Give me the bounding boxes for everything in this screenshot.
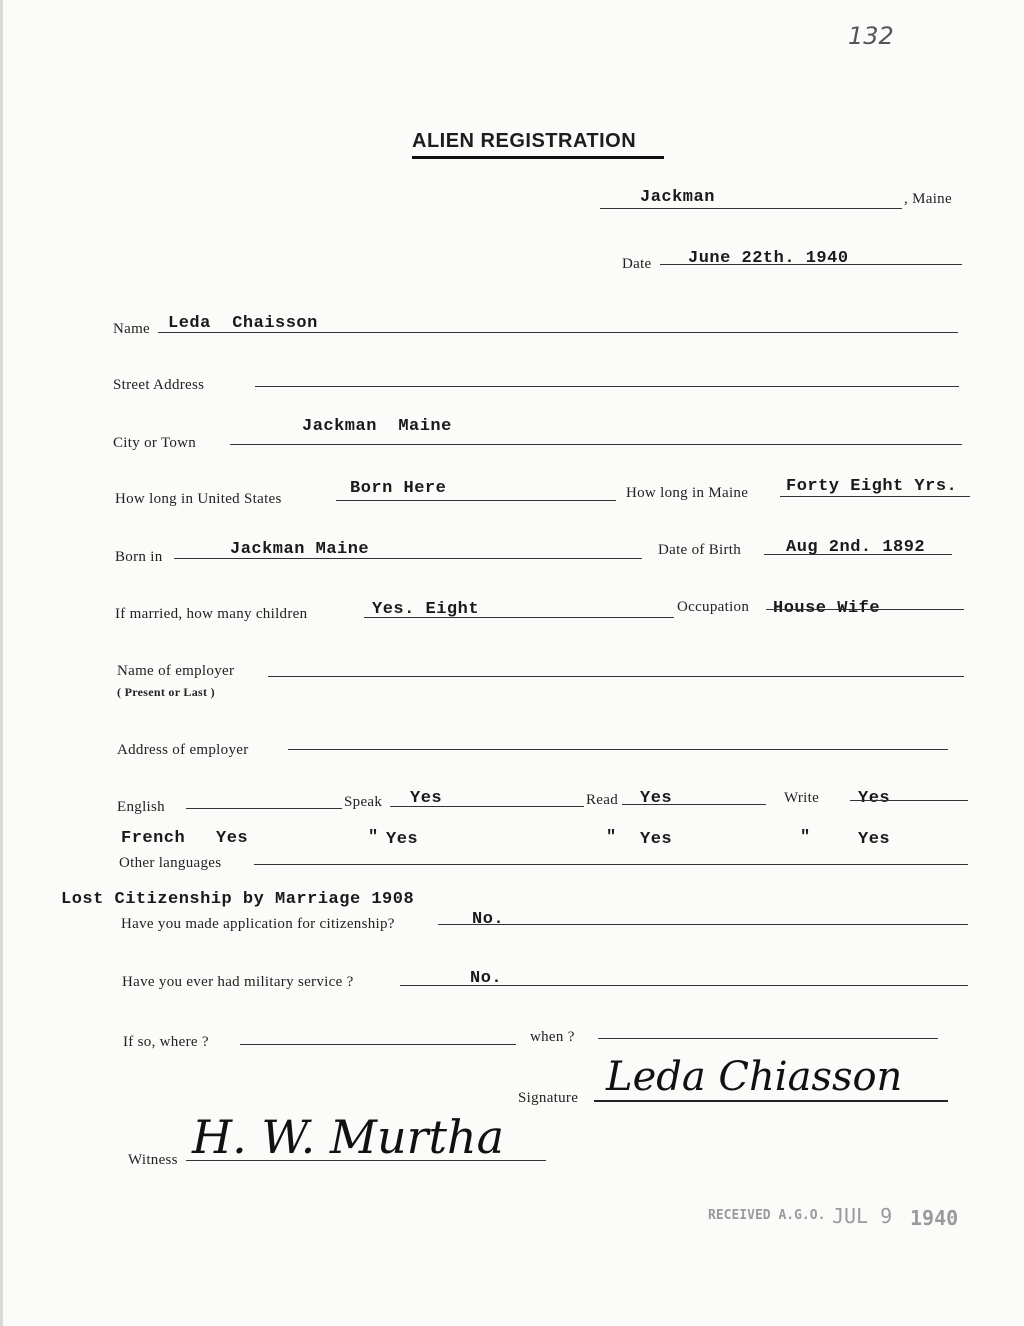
born-in-value: Jackman Maine xyxy=(230,540,370,559)
children-line xyxy=(364,617,674,618)
signature-line xyxy=(594,1100,948,1102)
received-stamp-text: RECEIVED A.G.O. xyxy=(708,1208,826,1223)
english-read-value: Yes xyxy=(640,789,673,808)
town-value: Jackman xyxy=(640,188,715,207)
witness-handwriting: H. W. Murtha xyxy=(192,1110,505,1164)
maine-duration-line xyxy=(780,496,970,497)
signature-handwriting: Leda Chiasson xyxy=(606,1054,903,1100)
citizenship-application-label: Have you made application for citizenship? xyxy=(121,916,395,932)
if-so-where-label: If so, where ? xyxy=(123,1034,209,1050)
english-write-value: Yes xyxy=(858,789,891,808)
maine-duration-label: How long in Maine xyxy=(626,485,749,501)
maine-duration-value: Forty Eight Yrs. xyxy=(786,477,958,496)
born-in-line xyxy=(174,558,642,559)
read-label: Read xyxy=(586,792,619,808)
english-line xyxy=(186,808,342,809)
city-label: City or Town xyxy=(113,435,197,451)
town-line xyxy=(600,208,902,209)
military-service-value: No. xyxy=(470,969,503,988)
employer-label: Name of employer xyxy=(117,663,235,679)
state-label: , Maine xyxy=(904,191,952,207)
other-languages-line xyxy=(254,864,968,865)
date-line xyxy=(660,264,962,265)
military-service-line xyxy=(400,985,968,986)
us-duration-value: Born Here xyxy=(350,479,447,498)
occupation-line xyxy=(766,609,964,610)
french-write-value: Yes xyxy=(858,830,891,849)
employer-sublabel: ( Present or Last ) xyxy=(117,685,215,699)
write-label: Write xyxy=(784,790,820,806)
page-edge xyxy=(0,0,3,1326)
french-speak-ditto: " xyxy=(368,828,379,847)
signature-label: Signature xyxy=(518,1090,579,1106)
english-speak-line xyxy=(390,806,584,807)
us-duration-label: How long in United States xyxy=(115,491,282,507)
date-value: June 22th. 1940 xyxy=(688,249,849,268)
name-line xyxy=(158,332,958,333)
french-value: Yes xyxy=(216,829,249,848)
french-read-ditto: " xyxy=(606,828,617,847)
french-read-value: Yes xyxy=(640,830,673,849)
other-languages-label: Other languages xyxy=(119,855,222,871)
received-stamp-month: JUL 9 xyxy=(832,1204,893,1228)
speak-label: Speak xyxy=(344,794,383,810)
children-value: Yes. Eight xyxy=(372,600,480,619)
english-label: English xyxy=(117,799,165,815)
english-write-line xyxy=(850,800,968,801)
received-stamp-year: 1940 xyxy=(910,1206,959,1230)
citizenship-application-line xyxy=(438,924,968,925)
occupation-value: House Wife xyxy=(773,599,881,618)
children-label: If married, how many children xyxy=(115,606,308,622)
military-service-label: Have you ever had military service ? xyxy=(122,974,354,990)
citizenship-application-value: No. xyxy=(472,910,505,929)
employer-line xyxy=(268,676,964,677)
employer-address-label: Address of employer xyxy=(117,742,249,758)
city-line xyxy=(230,444,962,445)
witness-line xyxy=(186,1160,546,1161)
form-title: ALIEN REGISTRATION xyxy=(412,130,637,152)
french-write-ditto: " xyxy=(800,828,811,847)
page-number: 132 xyxy=(848,22,894,50)
occupation-label: Occupation xyxy=(677,599,750,615)
date-label: Date xyxy=(622,256,652,272)
employer-address-line xyxy=(288,749,948,750)
dob-line xyxy=(764,554,952,555)
english-speak-value: Yes xyxy=(410,789,443,808)
french-label: French xyxy=(121,829,186,848)
name-label: Name xyxy=(113,321,151,337)
street-address-label: Street Address xyxy=(113,377,205,393)
if-so-where-line xyxy=(240,1044,516,1045)
english-read-line xyxy=(622,804,766,805)
city-value: Jackman Maine xyxy=(302,417,452,436)
when-line xyxy=(598,1038,938,1039)
born-in-label: Born in xyxy=(115,549,163,565)
us-duration-line xyxy=(336,500,616,501)
lost-citizenship-note: Lost Citizenship by Marriage 1908 xyxy=(61,890,415,909)
french-speak-value: Yes xyxy=(386,830,419,849)
dob-label: Date of Birth xyxy=(658,542,742,558)
when-label: when ? xyxy=(530,1029,575,1045)
title-underline xyxy=(412,156,664,159)
witness-label: Witness xyxy=(128,1152,178,1168)
name-value: Leda Chaisson xyxy=(168,314,318,333)
dob-value: Aug 2nd. 1892 xyxy=(786,538,926,557)
street-address-line xyxy=(255,386,959,387)
